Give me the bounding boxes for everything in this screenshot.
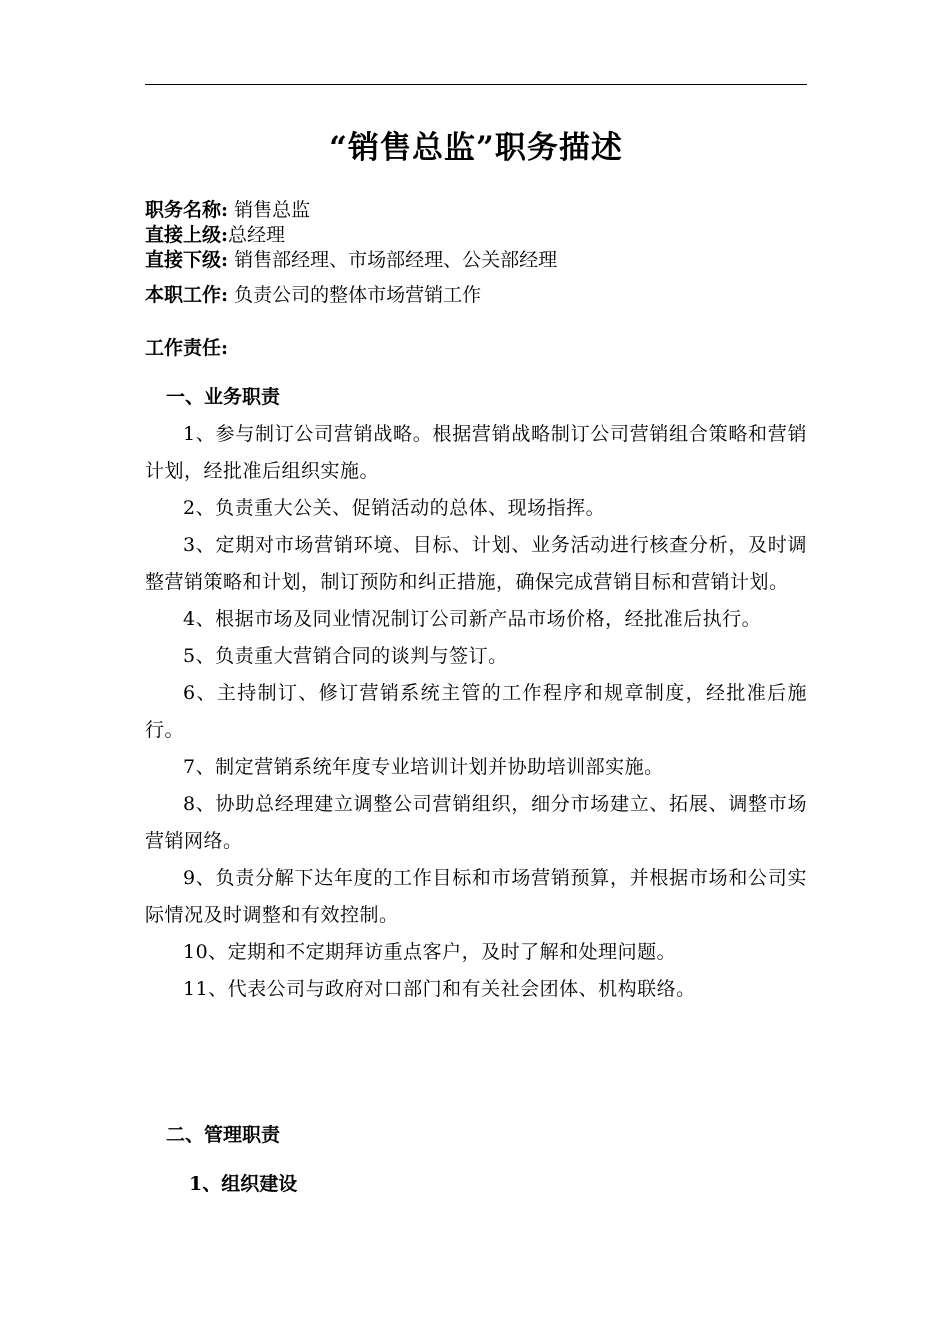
duty-item: 11、代表公司与政府对口部门和有关社会团体、机构联络。 <box>183 978 696 1000</box>
management-duties-heading: 二、管理职责 <box>166 1124 281 1146</box>
job-name-label: 职务名称: <box>145 199 229 221</box>
business-duties-list <box>145 416 807 1008</box>
duty-item: 3、定期对市场营销环境、目标、计划、业务活动进行核查分析，及时调整营销策略和计划，制订预防和纠正措施，确保完成营销目标和营销计划。 <box>145 534 807 593</box>
duty-item: 8、协助总经理建立调整公司营销组织，细分市场建立、拓展、调整市场营销网络。 <box>145 793 807 852</box>
subordinate-row <box>145 248 807 273</box>
job-info-block <box>145 198 807 308</box>
job-name-row <box>145 198 807 223</box>
duty-item: 7、制定营销系统年度专业培训计划并协助培训部实施。 <box>183 756 664 778</box>
duty-item: 9、负责分解下达年度的工作目标和市场营销预算，并根据市场和公司实际情况及时调整和有效控制。 <box>145 867 807 926</box>
business-duties-heading: 一、业务职责 <box>166 386 281 408</box>
duty-item: 6、主持制订、修订营销系统主管的工作程序和规章制度，经批准后施行。 <box>145 682 807 741</box>
main-work-row <box>145 283 807 308</box>
job-name-value: 销售总监 <box>234 199 311 221</box>
subordinate-label: 直接下级: <box>145 249 229 271</box>
duty-item: 2、负责重大公关、促销活动的总体、现场指挥。 <box>183 497 606 519</box>
header-rule <box>145 84 807 85</box>
duty-item: 1、参与制订公司营销战略。根据营销战略制订公司营销组合策略和营销计划，经批准后组织实施。 <box>145 423 807 482</box>
main-work-label: 本职工作: <box>145 284 229 306</box>
subordinate-value: 销售部经理、市场部经理、公关部经理 <box>234 249 558 271</box>
duty-item: 10、定期和不定期拜访重点客户，及时了解和处理问题。 <box>183 941 677 963</box>
document-title: “销售总监”职务描述 <box>329 130 623 166</box>
responsibilities-heading: 工作责任: <box>145 337 229 359</box>
duty-item: 5、负责重大营销合同的谈判与签订。 <box>183 645 508 667</box>
superior-value: 总经理 <box>228 224 286 246</box>
main-work-value: 负责公司的整体市场营销工作 <box>234 284 482 306</box>
organization-building-heading: 1、组织建设 <box>189 1173 298 1195</box>
superior-label: 直接上级: <box>145 224 229 246</box>
superior-row <box>145 223 807 248</box>
duty-item: 4、根据市场及同业情况制订公司新产品市场价格，经批准后执行。 <box>183 608 762 630</box>
